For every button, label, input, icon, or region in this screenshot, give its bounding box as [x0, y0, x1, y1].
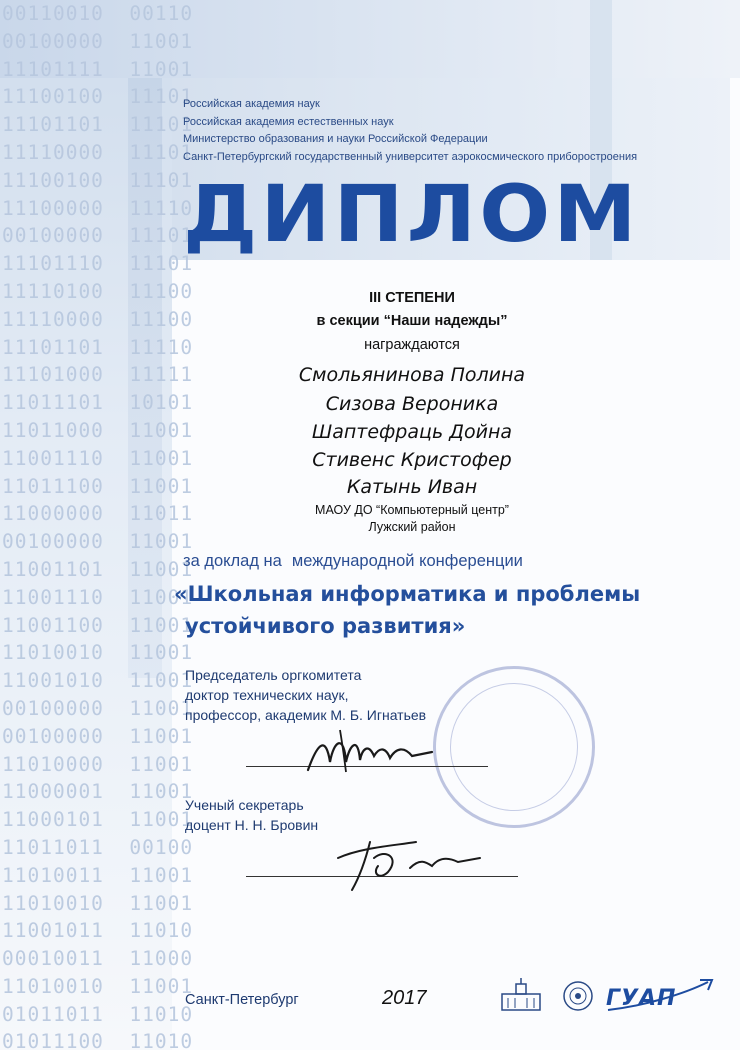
recipient-name: Шаптефраць Дойна — [311, 421, 513, 443]
binary-row: 01011100 11010 — [2, 1030, 194, 1050]
building-logo-icon — [502, 978, 540, 1010]
binary-row: 11100100 11101 — [2, 85, 194, 109]
binary-row: 11101111 11001 — [2, 57, 194, 81]
emblem-logo-icon — [564, 982, 592, 1010]
logos-group — [496, 976, 606, 1016]
awarded-label: награждаются — [364, 337, 460, 353]
binary-row: 11011101 10101 — [2, 391, 194, 415]
institution-name: МАОУ ДО “Компьютерный центр” — [315, 503, 509, 517]
org-line: Санкт-Петербургский государственный университет аэрокосмического приборостроения — [183, 150, 638, 163]
region-name: Лужский район — [368, 520, 456, 534]
binary-row: 00110010 00110 — [2, 2, 194, 25]
binary-row: 11000001 11001 — [2, 780, 194, 804]
binary-row: 11011100 11001 — [2, 474, 194, 498]
binary-row: 11010000 11001 — [2, 752, 194, 776]
chair-signature-block — [185, 665, 426, 725]
report-line — [183, 550, 523, 571]
org-line: Российская академия наук — [183, 98, 320, 110]
secretary-handwritten-signature — [330, 818, 490, 898]
secretary-title: Ученый секретарь — [185, 797, 304, 813]
binary-row: 11001110 11001 — [2, 585, 194, 609]
binary-row: 11001011 11010 — [2, 919, 194, 943]
city-name: Санкт-Петербург — [185, 992, 299, 1008]
guap-logo: ГУАП — [606, 986, 677, 1011]
guap-swoosh-icon — [604, 976, 716, 1016]
binary-row: 11010011 11001 — [2, 863, 194, 887]
binary-row: 11000000 11011 — [2, 502, 194, 526]
binary-row: 11110000 11101 — [2, 140, 194, 164]
report-suffix: международной конференции — [291, 552, 523, 570]
diploma-title: ДИПЛОМ — [183, 170, 640, 260]
binary-row: 00010011 11000 — [2, 947, 194, 971]
report-prefix: за доклад на — [183, 552, 282, 570]
binary-row: 00100000 11101 — [2, 224, 194, 248]
binary-row: 11001010 11001 — [2, 669, 194, 693]
conference-title-line2: устойчивого развития» — [185, 614, 466, 638]
binary-row: 11011000 11001 — [2, 418, 194, 442]
chair-handwritten-signature — [300, 722, 440, 782]
binary-row: 11110100 11100 — [2, 279, 194, 303]
binary-row: 11010010 11001 — [2, 641, 194, 665]
binary-row: 11011011 00100 — [2, 835, 194, 859]
binary-row: 00100000 11001 — [2, 29, 194, 53]
binary-row: 11100000 11110 — [2, 196, 194, 220]
secretary-name: доцент Н. Н. Бровин — [185, 817, 319, 833]
binary-row: 11101101 11110 — [2, 335, 194, 359]
award-degree: III СТЕПЕНИ — [369, 290, 455, 306]
org-line: Российская академия естественных наук — [183, 115, 394, 128]
binary-row: 11101101 11101 — [2, 113, 194, 137]
secretary-signature-block — [185, 795, 318, 835]
binary-row: 11110000 11100 — [2, 307, 194, 331]
binary-row: 11001100 11001 — [2, 613, 194, 637]
conference-title — [174, 578, 714, 642]
recipient-name: Сизова Вероника — [325, 393, 499, 415]
recipient-name: Стивенс Кристофер — [312, 449, 512, 471]
chair-degree: доктор технических наук, — [185, 687, 349, 703]
binary-row: 00100000 11001 — [2, 530, 194, 554]
binary-row: 11000101 11001 — [2, 808, 194, 832]
binary-row: 11010010 11001 — [2, 974, 194, 998]
binary-row: 00100000 11001 — [2, 696, 194, 720]
chair-title: Председатель оргкомитета — [185, 667, 362, 683]
binary-row: 11010010 11001 — [2, 891, 194, 915]
binary-row: 01011011 11010 — [2, 1002, 194, 1026]
org-line: Министерство образования и науки Российской Федерации — [183, 133, 488, 145]
binary-row: 11101000 11111 — [2, 363, 194, 387]
binary-row: 11101110 11101 — [2, 252, 194, 276]
binary-row: 11100100 11101 — [2, 168, 194, 192]
recipient-name: Смольянинова Полина — [298, 364, 526, 386]
binary-row: 11001101 11001 — [2, 557, 194, 581]
award-section: в секции “Наши надежды” — [316, 313, 508, 329]
organizations-list — [183, 96, 637, 166]
binary-row: 11001110 11001 — [2, 446, 194, 470]
binary-row: 00100000 11001 — [2, 724, 194, 748]
recipient-name: Катынь Иван — [346, 476, 478, 498]
year: 2017 — [382, 987, 427, 1009]
conference-title-line1: «Школьная информатика и проблемы — [174, 582, 641, 606]
chair-name: профессор, академик М. Б. Игнатьев — [185, 707, 427, 723]
